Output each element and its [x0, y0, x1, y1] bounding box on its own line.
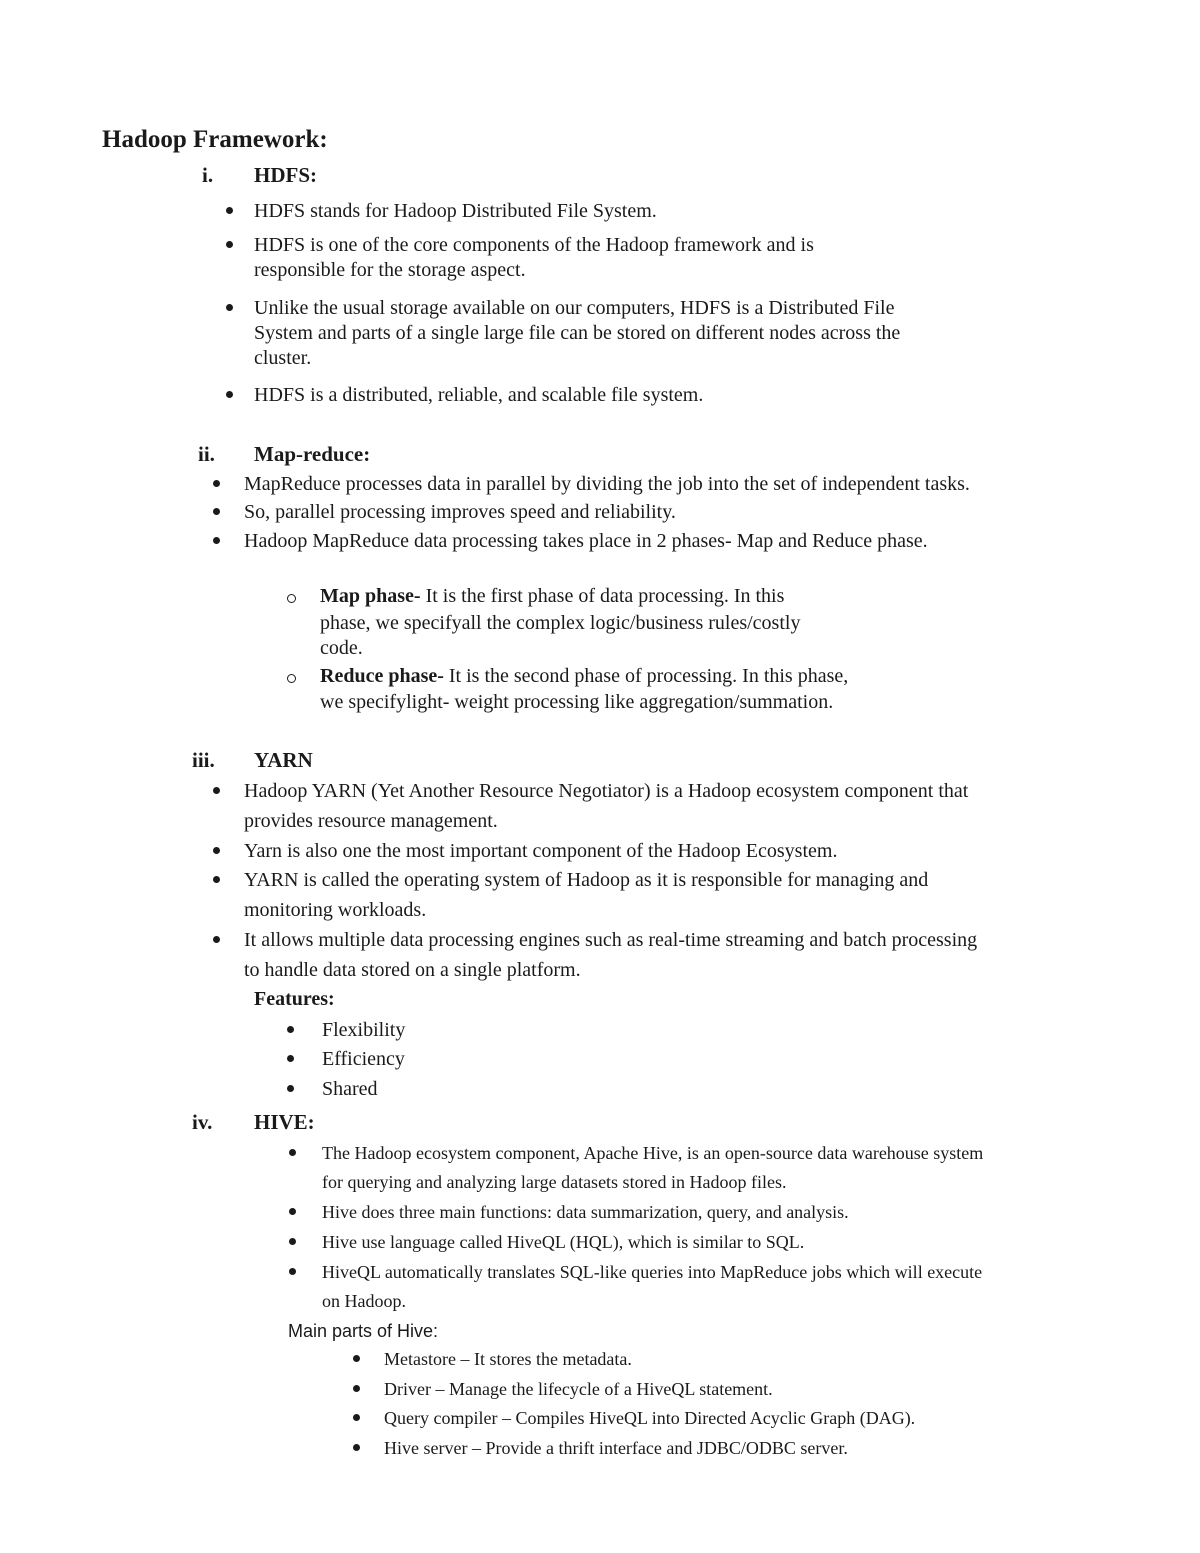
reduce-phase-label: Reduce phase- [320, 665, 444, 687]
yarn-bullet-4-line-2: to handle data stored on a single platform. [244, 959, 581, 981]
bullet-icon [289, 1208, 296, 1215]
hdfs-bullet-4: HDFS is a distributed, reliable, and scalable file system. [254, 384, 704, 406]
circle-bullet-icon [287, 594, 296, 603]
hive-bullet-1-line-1: The Hadoop ecosystem component, Apache Hive, is an open-source data warehouse system [322, 1143, 984, 1163]
hive-bullet-4-line-1: HiveQL automatically translates SQL-like queries into MapReduce jobs which will execute [322, 1262, 983, 1282]
yarn-bullet-1-line-2: provides resource management. [244, 810, 498, 832]
yarn-bullet-3-line-1: YARN is called the operating system of Hadoop as it is responsible for managing and [244, 869, 929, 891]
hive-parts-heading: Main parts of Hive: [288, 1321, 439, 1341]
hdfs-bullet-2-line-2: responsible for the storage aspect. [254, 259, 526, 281]
bullet-icon [213, 508, 220, 515]
map-phase-line-3: code. [320, 637, 363, 659]
mapreduce-bullet-3: Hadoop MapReduce data processing takes place in 2 phases- Map and Reduce phase. [244, 530, 928, 552]
map-phase-line-2: phase, we specifyall the complex logic/business rules/costly [320, 612, 801, 634]
circle-bullet-icon [287, 674, 296, 683]
bullet-icon [226, 304, 233, 311]
mapreduce-bullet-1: MapReduce processes data in parallel by dividing the job into the set of independent tasks. [244, 473, 970, 495]
hive-part-item: Hive server – Provide a thrift interface and JDBC/ODBC server. [384, 1438, 848, 1458]
bullet-icon [226, 207, 233, 214]
bullet-icon [213, 936, 220, 943]
bullet-icon [287, 1055, 294, 1062]
hive-bullet-1-line-2: for querying and analyzing large datasets stored in Hadoop files. [322, 1172, 787, 1192]
bullet-icon [213, 787, 220, 794]
mapreduce-bullet-2: So, parallel processing improves speed and reliability. [244, 501, 676, 523]
feature-item: Shared [322, 1078, 378, 1100]
feature-item: Efficiency [322, 1048, 405, 1070]
section-number-yarn: iii. [192, 748, 215, 772]
bullet-icon [287, 1026, 294, 1033]
section-heading-hive: HIVE: [254, 1110, 315, 1134]
section-number-mapreduce: ii. [198, 442, 215, 466]
bullet-icon [289, 1268, 296, 1275]
hive-part-item: Metastore – It stores the metadata. [384, 1349, 632, 1369]
yarn-bullet-1-line-1: Hadoop YARN (Yet Another Resource Negotiator) is a Hadoop ecosystem component that [244, 780, 969, 802]
bullet-icon [289, 1238, 296, 1245]
bullet-icon [353, 1444, 360, 1451]
bullet-icon [213, 847, 220, 854]
bullet-icon [226, 391, 233, 398]
hive-bullet-3: Hive use language called HiveQL (HQL), which is similar to SQL. [322, 1232, 805, 1252]
reduce-phase-line-1 [320, 664, 848, 688]
section-heading-mapreduce: Map-reduce: [254, 442, 371, 466]
hdfs-bullet-2-line-1: HDFS is one of the core components of the Hadoop framework and is [254, 234, 814, 256]
reduce-phase-line-2: we specifylight- weight processing like aggregation/summation. [320, 691, 834, 713]
section-number-hive: iv. [192, 1110, 213, 1134]
bullet-icon [226, 241, 233, 248]
map-phase-label: Map phase- [320, 585, 421, 607]
bullet-icon [353, 1385, 360, 1392]
bullet-icon [213, 876, 220, 883]
hive-bullet-4-line-2: on Hadoop. [322, 1291, 406, 1311]
hive-part-item: Query compiler – Compiles HiveQL into Directed Acyclic Graph (DAG). [384, 1408, 916, 1428]
hdfs-bullet-3-line-3: cluster. [254, 347, 312, 369]
section-heading-hdfs: HDFS: [254, 163, 317, 187]
hdfs-bullet-3-line-2: System and parts of a single large file can be stored on different nodes across the [254, 322, 901, 344]
hive-part-item: Driver – Manage the lifecycle of a HiveQL statement. [384, 1379, 773, 1399]
yarn-bullet-4-line-1: It allows multiple data processing engines such as real-time streaming and batch processing [244, 929, 978, 951]
bullet-icon [287, 1085, 294, 1092]
features-heading: Features: [254, 988, 335, 1010]
feature-item: Flexibility [322, 1019, 406, 1041]
bullet-icon [213, 537, 220, 544]
reduce-phase-text: It is the second phase of processing. In this phase, [443, 665, 849, 687]
map-phase-text: It is the first phase of data processing. In this [420, 585, 785, 607]
bullet-icon [353, 1355, 360, 1362]
hive-bullet-2: Hive does three main functions: data summarization, query, and analysis. [322, 1202, 849, 1222]
bullet-icon [353, 1414, 360, 1421]
hdfs-bullet-1: HDFS stands for Hadoop Distributed File System. [254, 200, 657, 222]
yarn-bullet-2: Yarn is also one the most important component of the Hadoop Ecosystem. [244, 840, 838, 862]
bullet-icon [289, 1149, 296, 1156]
bullet-icon [213, 480, 220, 487]
section-heading-yarn: YARN [254, 748, 313, 772]
yarn-bullet-3-line-2: monitoring workloads. [244, 899, 427, 921]
hdfs-bullet-3-line-1: Unlike the usual storage available on our computers, HDFS is a Distributed File [254, 297, 895, 319]
map-phase-line-1 [320, 584, 784, 608]
document-title: Hadoop Framework: [102, 126, 328, 153]
section-number-hdfs: i. [202, 163, 214, 187]
